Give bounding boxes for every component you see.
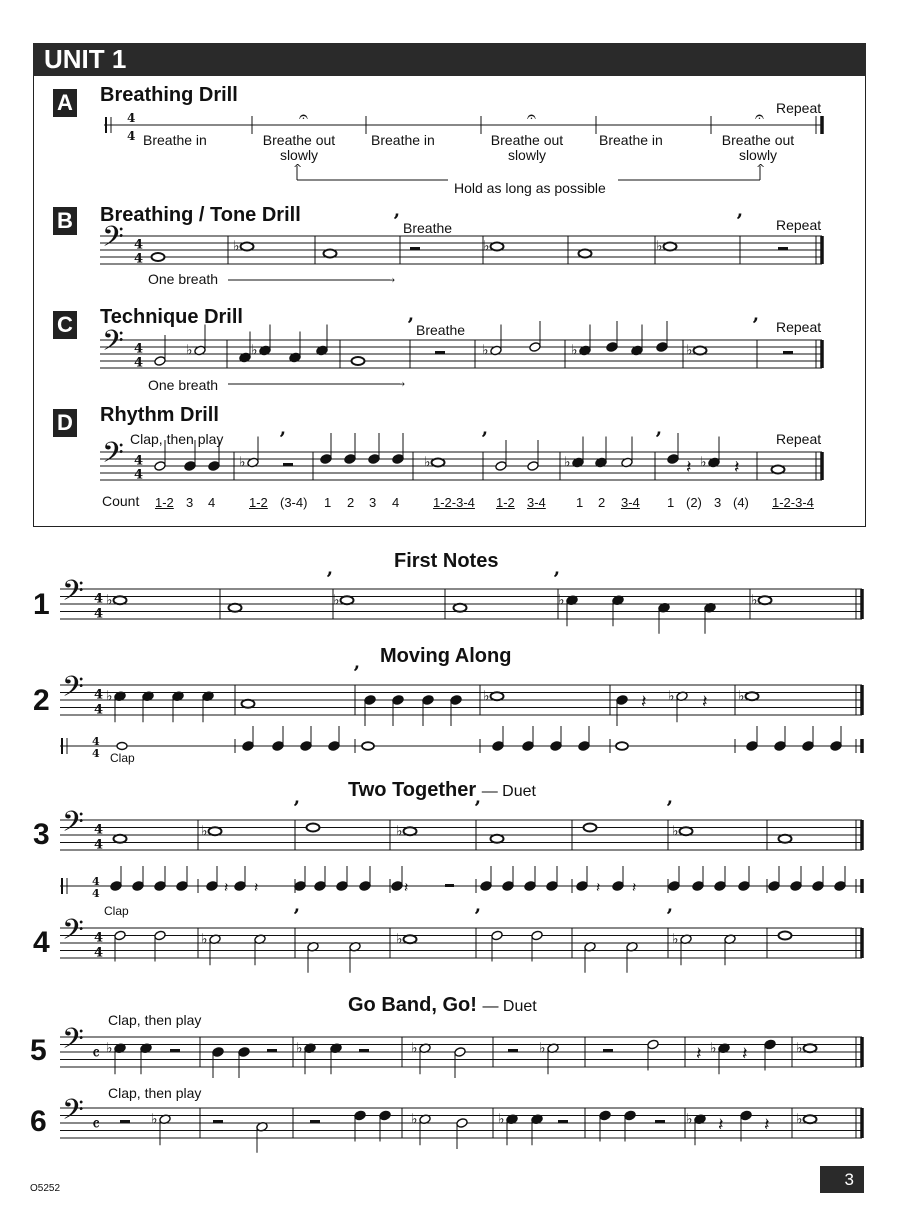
arrow-up-icon: ^ bbox=[293, 162, 303, 175]
drill-a-label-3: Breathe in bbox=[371, 132, 435, 148]
quarter-note bbox=[599, 1110, 611, 1121]
quarter-rest-icon: 𝄽 bbox=[596, 880, 601, 896]
whole-note bbox=[779, 835, 792, 843]
quarter-note bbox=[392, 695, 404, 706]
exercise-5-title: Go Band, Go! — Duet bbox=[348, 994, 537, 1016]
flat-icon: ♭ bbox=[686, 342, 693, 359]
rhythm-quarter bbox=[154, 881, 166, 892]
flat-icon: ♭ bbox=[738, 688, 745, 705]
exercise-3-title: Two Together — Duet bbox=[348, 779, 536, 801]
whole-note bbox=[241, 243, 254, 251]
whole-note bbox=[491, 835, 504, 843]
flat-icon: ♭ bbox=[564, 454, 571, 471]
fermata-icon: 𝄐 bbox=[299, 107, 308, 126]
quarter-note bbox=[392, 454, 404, 465]
time-sig-top: 4 bbox=[92, 875, 100, 888]
drill-d-title: Rhythm Drill bbox=[100, 404, 219, 426]
time-sig-top: 4 bbox=[134, 453, 144, 469]
time-sig-top: 4 bbox=[94, 687, 104, 703]
rhythm-quarter bbox=[774, 741, 786, 752]
time-sig-top: 4 bbox=[94, 591, 104, 607]
bass-clef-icon: 𝄢 bbox=[62, 1093, 84, 1134]
rhythm-quarter bbox=[714, 881, 726, 892]
flat-icon: ♭ bbox=[411, 1040, 418, 1057]
drill-a-label-4: Breathe out slowly bbox=[490, 132, 564, 163]
rhythm-quarter bbox=[314, 881, 326, 892]
count-7: 2 bbox=[347, 495, 355, 510]
rhythm-quarter bbox=[480, 881, 492, 892]
exercise-6-number: 6 bbox=[30, 1105, 47, 1138]
time-sig-bottom: 4 bbox=[92, 747, 100, 760]
half-rest bbox=[603, 1049, 613, 1053]
quarter-note bbox=[208, 461, 220, 472]
whole-note bbox=[404, 827, 417, 835]
count-1: 1-2 bbox=[155, 495, 174, 510]
time-sig-bottom: 4 bbox=[94, 702, 104, 718]
breath-mark-icon: ’ bbox=[293, 904, 300, 928]
breath-mark-icon: ’ bbox=[293, 796, 300, 820]
flat-icon: ♭ bbox=[106, 1040, 113, 1057]
quarter-note bbox=[450, 695, 462, 706]
half-rest bbox=[283, 463, 293, 467]
half-note bbox=[527, 461, 539, 472]
rhythm-quarter bbox=[550, 741, 562, 752]
rhythm-quarter bbox=[578, 741, 590, 752]
flat-icon: ♭ bbox=[396, 823, 403, 840]
quarter-note bbox=[422, 695, 434, 706]
half-note bbox=[454, 1047, 466, 1058]
whole-note bbox=[307, 824, 320, 832]
bass-clef-icon: 𝄢 bbox=[102, 220, 124, 261]
quarter-note bbox=[368, 454, 380, 465]
whole-note bbox=[209, 827, 222, 835]
rhythm-quarter bbox=[391, 881, 403, 892]
fermata-icon: 𝄐 bbox=[755, 107, 764, 126]
quarter-note bbox=[238, 1047, 250, 1058]
flat-icon: ♭ bbox=[571, 342, 578, 359]
flat-icon: ♭ bbox=[710, 1040, 717, 1057]
arrow-right-icon: → bbox=[395, 377, 406, 391]
breath-mark-icon: ’ bbox=[553, 567, 560, 591]
exercise-2-title: Moving Along bbox=[380, 645, 512, 667]
bass-clef-icon: 𝄢 bbox=[102, 436, 124, 477]
flat-icon: ♭ bbox=[482, 342, 489, 359]
half-rest bbox=[435, 351, 445, 355]
flat-icon: ♭ bbox=[333, 592, 340, 609]
time-sig-top: 4 bbox=[134, 237, 144, 253]
half-rest bbox=[213, 1120, 223, 1124]
count-18: 3 bbox=[714, 495, 722, 510]
rhythm-quarter bbox=[132, 881, 144, 892]
flat-icon: ♭ bbox=[106, 592, 113, 609]
half-rest bbox=[170, 1049, 180, 1053]
bass-clef-icon: 𝄢 bbox=[62, 574, 84, 615]
flat-icon: ♭ bbox=[483, 238, 490, 255]
whole-note bbox=[491, 692, 504, 700]
exercise-3-clap: Clap bbox=[104, 904, 129, 918]
flat-icon: ♭ bbox=[656, 238, 663, 255]
whole-note bbox=[454, 604, 467, 612]
half-note bbox=[529, 342, 541, 353]
count-10: 1-2-3-4 bbox=[433, 495, 475, 510]
exercise-1-title: First Notes bbox=[394, 550, 499, 572]
rhythm-quarter bbox=[359, 881, 371, 892]
breath-mark-icon: ’ bbox=[752, 313, 759, 337]
exercise-5-number: 5 bbox=[30, 1034, 47, 1067]
breath-mark-icon: ’ bbox=[393, 209, 400, 233]
drill-a-title: Breathing Drill bbox=[100, 84, 238, 106]
flat-icon: ♭ bbox=[796, 1040, 803, 1057]
rhythm-half-note bbox=[117, 743, 127, 750]
whole-note bbox=[779, 932, 792, 940]
rhythm-whole-note bbox=[362, 742, 374, 750]
bass-clef-icon: 𝄢 bbox=[62, 805, 84, 846]
whole-note bbox=[746, 692, 759, 700]
quarter-note bbox=[606, 342, 618, 353]
quarter-rest-icon: 𝄽 bbox=[734, 457, 740, 478]
half-note bbox=[491, 930, 503, 941]
drill-b-title: Breathing / Tone Drill bbox=[100, 204, 301, 226]
flat-icon: ♭ bbox=[151, 1111, 158, 1128]
drill-b-breathe: Breathe bbox=[403, 220, 453, 236]
quarter-rest-icon: 𝄽 bbox=[764, 1114, 770, 1136]
whole-note bbox=[432, 459, 445, 467]
flat-icon: ♭ bbox=[396, 931, 403, 948]
flat-icon: ♭ bbox=[668, 688, 675, 705]
whole-note bbox=[242, 700, 255, 708]
rhythm-quarter bbox=[294, 881, 306, 892]
time-sig-top: 4 bbox=[134, 341, 144, 357]
drill-b-badge: B bbox=[53, 207, 77, 235]
breath-mark-icon: ’ bbox=[736, 209, 743, 233]
whole-note bbox=[579, 250, 592, 258]
flat-icon: ♭ bbox=[672, 931, 679, 948]
whole-note bbox=[804, 1044, 817, 1052]
rhythm-quarter bbox=[502, 881, 514, 892]
time-sig-bottom: 4 bbox=[94, 606, 104, 622]
drill-a-label-2: Breathe out slowly bbox=[262, 132, 336, 163]
rhythm-quarter bbox=[492, 741, 504, 752]
half-rest bbox=[508, 1049, 518, 1053]
exercise-5-clap: Clap, then play bbox=[108, 1012, 202, 1028]
flat-icon: ♭ bbox=[201, 931, 208, 948]
whole-note bbox=[694, 347, 707, 355]
half-note bbox=[456, 1118, 468, 1129]
whole-note bbox=[664, 243, 677, 251]
breath-mark-icon: ’ bbox=[407, 313, 414, 337]
breath-mark-icon: ’ bbox=[666, 904, 673, 928]
flat-icon: ♭ bbox=[751, 592, 758, 609]
breath-mark-icon: ’ bbox=[353, 661, 360, 685]
drill-c-breathe: Breathe bbox=[416, 322, 466, 338]
rhythm-quarter bbox=[612, 881, 624, 892]
whole-note bbox=[352, 357, 365, 365]
half-note bbox=[495, 461, 507, 472]
half-note bbox=[114, 930, 126, 941]
time-sig-top: 4 bbox=[94, 930, 104, 946]
exercise-2-number: 2 bbox=[33, 684, 50, 717]
whole-note bbox=[804, 1115, 817, 1123]
rhythm-quarter bbox=[206, 881, 218, 892]
drill-a-hold-label: Hold as long as possible bbox=[454, 180, 606, 196]
time-sig-bottom: 4 bbox=[94, 945, 104, 961]
rhythm-quarter bbox=[546, 881, 558, 892]
breath-mark-icon: ’ bbox=[474, 796, 481, 820]
flat-icon: ♭ bbox=[186, 342, 193, 359]
whole-note bbox=[772, 466, 785, 474]
rhythm-quarter bbox=[176, 881, 188, 892]
exercise-2-clap: Clap bbox=[110, 751, 135, 765]
time-sig-top: 4 bbox=[127, 111, 136, 125]
whole-note bbox=[404, 935, 417, 943]
arrow-right-icon: → bbox=[385, 273, 396, 287]
drill-a-label-6: Breathe out slowly bbox=[721, 132, 795, 163]
drill-c-badge: C bbox=[53, 311, 77, 339]
count-8: 3 bbox=[369, 495, 377, 510]
half-rest bbox=[558, 1120, 568, 1124]
drill-c-repeat: Repeat bbox=[776, 319, 822, 335]
drill-a-repeat: Repeat bbox=[776, 100, 822, 116]
bass-clef-icon: 𝄢 bbox=[62, 670, 84, 711]
flat-icon: ♭ bbox=[686, 1111, 693, 1128]
drill-d-badge: D bbox=[53, 409, 77, 437]
fermata-icon: 𝄐 bbox=[527, 107, 536, 126]
rhythm-quarter bbox=[692, 881, 704, 892]
breath-mark-icon: ’ bbox=[474, 904, 481, 928]
rhythm-whole-note bbox=[616, 742, 628, 750]
half-rest bbox=[445, 884, 454, 887]
flat-icon: ♭ bbox=[239, 454, 246, 471]
quarter-note bbox=[740, 1110, 752, 1121]
drill-a-label-1: Breathe in bbox=[143, 132, 207, 148]
flat-icon: ♭ bbox=[424, 454, 431, 471]
quarter-note bbox=[364, 695, 376, 706]
page-number: 3 bbox=[820, 1166, 864, 1193]
breath-mark-icon: ’ bbox=[279, 427, 286, 451]
quarter-note bbox=[344, 454, 356, 465]
half-rest bbox=[783, 351, 793, 355]
rhythm-quarter bbox=[830, 741, 842, 752]
quarter-note bbox=[212, 1047, 224, 1058]
quarter-note bbox=[320, 454, 332, 465]
count-17: (2) bbox=[686, 495, 702, 510]
quarter-note bbox=[616, 695, 628, 706]
rhythm-quarter bbox=[576, 881, 588, 892]
half-note bbox=[154, 356, 166, 367]
flat-icon: ♭ bbox=[558, 592, 565, 609]
time-sig-bottom: 4 bbox=[94, 837, 104, 853]
count-19: (4) bbox=[733, 495, 749, 510]
exercise-6-clap: Clap, then play bbox=[108, 1085, 202, 1101]
time-sig-bottom: 4 bbox=[127, 129, 136, 143]
arrow-up-icon: ^ bbox=[756, 162, 766, 175]
rhythm-quarter bbox=[242, 741, 254, 752]
whole-note bbox=[114, 835, 127, 843]
drill-c-title: Technique Drill bbox=[100, 306, 243, 328]
rhythm-quarter bbox=[300, 741, 312, 752]
whole-note bbox=[491, 243, 504, 251]
breath-mark-icon: ’ bbox=[326, 567, 333, 591]
count-11: 1-2 bbox=[496, 495, 515, 510]
quarter-note bbox=[624, 1110, 636, 1121]
count-3: 4 bbox=[208, 495, 216, 510]
quarter-rest-icon: 𝄽 bbox=[742, 1043, 748, 1065]
exercise-3-number: 3 bbox=[33, 818, 50, 851]
quarter-rest-icon: 𝄽 bbox=[718, 1114, 724, 1136]
rhythm-quarter bbox=[812, 881, 824, 892]
rhythm-quarter bbox=[738, 881, 750, 892]
exercise-4-number: 4 bbox=[33, 926, 50, 959]
half-rest bbox=[410, 247, 420, 251]
half-note bbox=[531, 930, 543, 941]
count-2: 3 bbox=[186, 495, 194, 510]
half-rest bbox=[120, 1120, 130, 1124]
flat-icon: ♭ bbox=[796, 1111, 803, 1128]
drill-a-label-5: Breathe in bbox=[599, 132, 663, 148]
bass-clef-icon: 𝄢 bbox=[102, 324, 124, 365]
flat-icon: ♭ bbox=[106, 688, 113, 705]
quarter-rest-icon: 𝄽 bbox=[254, 880, 259, 896]
flat-icon: ♭ bbox=[483, 688, 490, 705]
rhythm-quarter bbox=[834, 881, 846, 892]
exercise-1-number: 1 bbox=[33, 588, 50, 621]
bass-clef-icon: 𝄢 bbox=[62, 1022, 84, 1063]
whole-note bbox=[759, 596, 772, 604]
breath-mark-icon: ’ bbox=[655, 427, 662, 451]
count-6: 1 bbox=[324, 495, 332, 510]
rhythm-quarter bbox=[328, 741, 340, 752]
count-5: (3-4) bbox=[280, 495, 308, 510]
count-9: 4 bbox=[392, 495, 400, 510]
unit-title: UNIT 1 bbox=[44, 44, 127, 74]
time-sig-bottom: 4 bbox=[134, 251, 144, 267]
rhythm-quarter bbox=[746, 741, 758, 752]
common-time-icon: 𝄴 bbox=[92, 1114, 101, 1136]
quarter-note bbox=[379, 1110, 391, 1121]
breath-mark-icon: ’ bbox=[481, 427, 488, 451]
bass-clef-icon: 𝄢 bbox=[62, 913, 84, 954]
flat-icon: ♭ bbox=[296, 1040, 303, 1057]
quarter-note bbox=[656, 342, 668, 353]
count-13: 1 bbox=[576, 495, 584, 510]
drill-b-one-breath: One breath bbox=[148, 271, 219, 287]
time-sig-top: 4 bbox=[94, 822, 104, 838]
half-note bbox=[647, 1039, 659, 1050]
publisher-code: O5252 bbox=[30, 1183, 61, 1194]
whole-note bbox=[341, 596, 354, 604]
rhythm-quarter bbox=[110, 881, 122, 892]
half-note bbox=[154, 930, 166, 941]
half-note bbox=[154, 461, 166, 472]
rhythm-quarter bbox=[768, 881, 780, 892]
rhythm-quarter bbox=[524, 881, 536, 892]
flat-icon: ♭ bbox=[539, 1040, 546, 1057]
whole-note bbox=[114, 596, 127, 604]
count-14: 2 bbox=[598, 495, 606, 510]
rhythm-quarter bbox=[234, 881, 246, 892]
rhythm-quarter bbox=[802, 741, 814, 752]
time-sig-bottom: 4 bbox=[134, 467, 144, 483]
quarter-note bbox=[354, 1110, 366, 1121]
rhythm-quarter bbox=[272, 741, 284, 752]
quarter-rest-icon: 𝄽 bbox=[632, 880, 637, 896]
quarter-rest-icon: 𝄽 bbox=[404, 880, 409, 896]
flat-icon: ♭ bbox=[498, 1111, 505, 1128]
drill-a-badge: A bbox=[53, 89, 77, 117]
count-16: 1 bbox=[667, 495, 675, 510]
time-sig-bottom: 4 bbox=[92, 887, 100, 900]
half-rest bbox=[359, 1049, 369, 1053]
flat-icon: ♭ bbox=[672, 823, 679, 840]
half-rest bbox=[267, 1049, 277, 1053]
half-rest bbox=[655, 1120, 665, 1124]
drill-d-count-label: Count bbox=[102, 493, 140, 509]
quarter-rest-icon: 𝄽 bbox=[641, 691, 647, 713]
count-12: 3-4 bbox=[527, 495, 546, 510]
quarter-rest-icon: 𝄽 bbox=[224, 880, 229, 896]
half-rest bbox=[310, 1120, 320, 1124]
rhythm-quarter bbox=[790, 881, 802, 892]
count-15: 3-4 bbox=[621, 495, 640, 510]
whole-note bbox=[229, 604, 242, 612]
quarter-note bbox=[667, 454, 679, 465]
half-rest bbox=[778, 247, 788, 251]
drill-b-repeat: Repeat bbox=[776, 217, 822, 233]
rhythm-quarter bbox=[336, 881, 348, 892]
flat-icon: ♭ bbox=[251, 342, 258, 359]
quarter-rest-icon: 𝄽 bbox=[702, 691, 708, 713]
flat-icon: ♭ bbox=[700, 454, 707, 471]
common-time-icon: 𝄴 bbox=[92, 1043, 101, 1065]
quarter-rest-icon: 𝄽 bbox=[686, 457, 692, 478]
whole-note bbox=[324, 250, 337, 258]
whole-note bbox=[584, 824, 597, 832]
drill-d-repeat: Repeat bbox=[776, 431, 822, 447]
drill-c-one-breath: One breath bbox=[148, 377, 219, 393]
flat-icon: ♭ bbox=[411, 1111, 418, 1128]
quarter-note bbox=[764, 1039, 776, 1050]
count-4: 1-2 bbox=[249, 495, 268, 510]
whole-note bbox=[680, 827, 693, 835]
count-20: 1-2-3-4 bbox=[772, 495, 814, 510]
flat-icon: ♭ bbox=[201, 823, 208, 840]
time-sig-bottom: 4 bbox=[134, 355, 144, 371]
whole-note bbox=[152, 253, 165, 261]
breath-mark-icon: ’ bbox=[666, 796, 673, 820]
quarter-rest-icon: 𝄽 bbox=[696, 1043, 702, 1065]
quarter-note bbox=[184, 461, 196, 472]
drill-d-clap: Clap, then play bbox=[130, 431, 224, 447]
rhythm-quarter bbox=[522, 741, 534, 752]
time-sig-top: 4 bbox=[92, 735, 100, 748]
rhythm-quarter bbox=[668, 881, 680, 892]
flat-icon: ♭ bbox=[233, 238, 240, 255]
